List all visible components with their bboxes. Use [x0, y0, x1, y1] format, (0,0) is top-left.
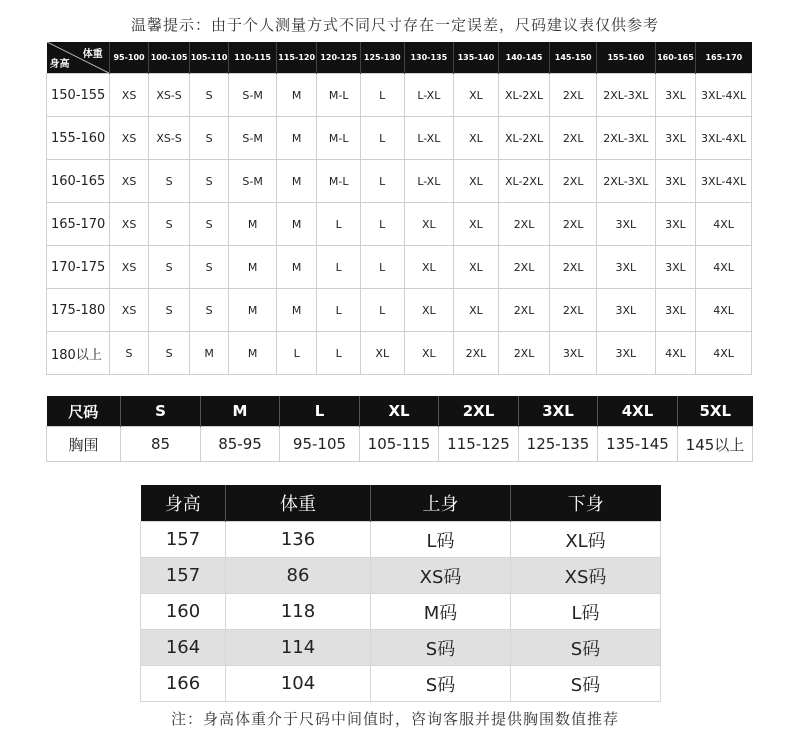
table-row [47, 203, 752, 246]
size-cell: 4XL [696, 332, 752, 375]
size-cell: M [276, 246, 317, 289]
size-cell: XL-2XL [498, 117, 550, 160]
size-cell: 4XL [655, 332, 696, 375]
weight-header: 145-150 [550, 42, 597, 74]
weight-header: 130-135 [404, 42, 454, 74]
height-weight-size-table [46, 42, 752, 375]
size-cell: 3XL [655, 117, 696, 160]
size-header: XL [360, 396, 439, 427]
size-cell: XS [109, 289, 149, 332]
sample-cell: 118 [226, 594, 371, 630]
size-cell: S [149, 203, 190, 246]
size-cell: 4XL [696, 246, 752, 289]
weight-header: 125-130 [360, 42, 404, 74]
size-cell: 3XL [550, 332, 597, 375]
size-cell: XL [404, 289, 454, 332]
table-row [141, 666, 661, 702]
table-row [141, 630, 661, 666]
size-cell: L-XL [404, 160, 454, 203]
size-cell: 4XL [696, 203, 752, 246]
size-cell: 4XL [696, 289, 752, 332]
size-row [47, 396, 753, 427]
sample-cell: XL码 [511, 522, 661, 558]
table-row [47, 74, 752, 117]
size-cell: 2XL [550, 246, 597, 289]
size-cell: XL [454, 160, 499, 203]
table-row [141, 594, 661, 630]
sample-fit-table [140, 485, 661, 702]
chest-cell: 115-125 [439, 427, 519, 462]
corner-height-label: 身高 [49, 59, 70, 70]
size-cell: S [189, 246, 229, 289]
size-cell: 3XL-4XL [696, 160, 752, 203]
size-cell: L [360, 117, 404, 160]
size-cell: XS-S [149, 117, 190, 160]
size-cell: XL-2XL [498, 160, 550, 203]
size-cell: 2XL [498, 246, 550, 289]
size-cell: 3XL [655, 74, 696, 117]
table-row [141, 558, 661, 594]
size-cell: M [229, 246, 277, 289]
size-cell: 2XL [498, 332, 550, 375]
size-cell: M [229, 332, 277, 375]
chest-cell: 105-115 [360, 427, 439, 462]
chest-cell: 135-145 [598, 427, 678, 462]
size-cell: S [189, 117, 229, 160]
size-cell: XL-2XL [498, 74, 550, 117]
size-cell: 2XL [550, 203, 597, 246]
height-cell: 150-155 [47, 74, 110, 117]
size-header: 5XL [678, 396, 753, 427]
weight-header: 105-110 [189, 42, 229, 74]
size-cell: XL [404, 332, 454, 375]
size-cell: 2XL-3XL [596, 74, 655, 117]
weight-header: 160-165 [655, 42, 696, 74]
size-cell: M [229, 203, 277, 246]
sample-cell: 160 [141, 594, 226, 630]
size-header: S [121, 396, 201, 427]
size-header: L [280, 396, 360, 427]
size-cell: 3XL [596, 203, 655, 246]
size-cell: XS [109, 74, 149, 117]
size-cell: L-XL [404, 117, 454, 160]
size-cell: XS [109, 246, 149, 289]
chest-size-table [46, 396, 753, 462]
weight-header: 135-140 [454, 42, 499, 74]
sample-header: 身高 [141, 485, 226, 522]
size-cell: 2XL [550, 117, 597, 160]
sample-cell: L码 [511, 594, 661, 630]
size-cell: 3XL [596, 332, 655, 375]
size-cell: M-L [317, 117, 361, 160]
size-cell: XL [454, 246, 499, 289]
size-cell: L [317, 203, 361, 246]
size-cell: XL [454, 117, 499, 160]
size-cell: XL [360, 332, 404, 375]
sample-cell: XS码 [371, 558, 511, 594]
chest-row [47, 427, 753, 462]
sample-cell: 136 [226, 522, 371, 558]
size-cell: 2XL [498, 289, 550, 332]
table-row [47, 117, 752, 160]
size-cell: S [189, 74, 229, 117]
size-cell: M-L [317, 74, 361, 117]
size-cell: L [317, 289, 361, 332]
size-cell: S-M [229, 160, 277, 203]
size-cell: L [360, 203, 404, 246]
size-cell: 2XL-3XL [596, 160, 655, 203]
sample-cell: L码 [371, 522, 511, 558]
size-cell: S [149, 160, 190, 203]
chest-cell: 85 [121, 427, 201, 462]
size-cell: XS [109, 160, 149, 203]
size-cell: S [149, 289, 190, 332]
size-header: 4XL [598, 396, 678, 427]
size-cell: 3XL-4XL [696, 117, 752, 160]
sample-header: 下身 [511, 485, 661, 522]
size-cell: L [360, 160, 404, 203]
size-cell: 2XL-3XL [596, 117, 655, 160]
size-cell: XL [454, 74, 499, 117]
corner-header [47, 42, 110, 74]
size-cell: XL [454, 203, 499, 246]
size-cell: M [276, 203, 317, 246]
chest-row-label: 胸围 [47, 427, 121, 462]
size-cell: XL [454, 289, 499, 332]
notice-text: 温馨提示：由于个人测量方式不同尺寸存在一定误差，尺码建议表仅供参考 [130, 16, 659, 34]
sample-cell: 114 [226, 630, 371, 666]
weight-header: 115-120 [276, 42, 317, 74]
size-cell: S [149, 332, 190, 375]
size-cell: L-XL [404, 74, 454, 117]
size-cell: S-M [229, 117, 277, 160]
size-cell: S [149, 246, 190, 289]
chest-cell: 145以上 [678, 427, 753, 462]
size-cell: 3XL-4XL [696, 74, 752, 117]
size-cell: L [276, 332, 317, 375]
size-cell: L [360, 74, 404, 117]
height-cell: 180以上 [47, 332, 110, 375]
sample-cell: 166 [141, 666, 226, 702]
size-cell: S [189, 289, 229, 332]
size-cell: 2XL [550, 289, 597, 332]
height-cell: 165-170 [47, 203, 110, 246]
size-header: 2XL [439, 396, 519, 427]
sample-cell: XS码 [511, 558, 661, 594]
size-cell: 2XL [550, 160, 597, 203]
sample-cell: 86 [226, 558, 371, 594]
size-cell: 3XL [596, 289, 655, 332]
size-header: 3XL [519, 396, 598, 427]
bottom-note: 注：身高体重介于尺码中间值时，咨询客服并提供胸围数值推荐 [170, 710, 619, 728]
weight-header: 110-115 [229, 42, 277, 74]
table-row [47, 246, 752, 289]
size-cell: M [189, 332, 229, 375]
sample-cell: S码 [371, 666, 511, 702]
size-cell: S [189, 203, 229, 246]
sample-cell: 104 [226, 666, 371, 702]
table-row [47, 332, 752, 375]
size-cell: M [276, 74, 317, 117]
sample-cell: 164 [141, 630, 226, 666]
size-cell: XS [109, 117, 149, 160]
chest-cell: 85-95 [201, 427, 280, 462]
size-cell: 2XL [454, 332, 499, 375]
sample-cell: M码 [371, 594, 511, 630]
size-cell: 3XL [655, 246, 696, 289]
size-cell: M-L [317, 160, 361, 203]
size-cell: 3XL [655, 160, 696, 203]
chest-cell: 95-105 [280, 427, 360, 462]
weight-header: 140-145 [498, 42, 550, 74]
size-cell: 2XL [550, 74, 597, 117]
size-cell: L [360, 289, 404, 332]
table-row [47, 289, 752, 332]
sample-cell: 157 [141, 558, 226, 594]
height-cell: 155-160 [47, 117, 110, 160]
size-cell: 3XL [596, 246, 655, 289]
size-cell: L [317, 332, 361, 375]
weight-header: 165-170 [696, 42, 752, 74]
size-cell: 2XL [498, 203, 550, 246]
size-cell: L [317, 246, 361, 289]
corner-weight-label: 体重 [82, 49, 103, 60]
height-cell: 160-165 [47, 160, 110, 203]
table-row [141, 522, 661, 558]
sample-cell: 157 [141, 522, 226, 558]
sample-header: 体重 [226, 485, 371, 522]
size-cell: S-M [229, 74, 277, 117]
size-cell: S [109, 332, 149, 375]
table-row [47, 160, 752, 203]
size-cell: XL [404, 203, 454, 246]
height-cell: 175-180 [47, 289, 110, 332]
chest-cell: 125-135 [519, 427, 598, 462]
size-cell: M [276, 289, 317, 332]
size-cell: M [229, 289, 277, 332]
sample-cell: S码 [511, 630, 661, 666]
weight-header: 95-100 [109, 42, 149, 74]
sample-cell: S码 [511, 666, 661, 702]
size-cell: XS [109, 203, 149, 246]
height-cell: 170-175 [47, 246, 110, 289]
size-cell: XS-S [149, 74, 190, 117]
sample-cell: S码 [371, 630, 511, 666]
size-cell: L [360, 246, 404, 289]
size-cell: XL [404, 246, 454, 289]
size-cell: M [276, 117, 317, 160]
size-cell: 3XL [655, 203, 696, 246]
size-header: M [201, 396, 280, 427]
weight-header: 100-105 [149, 42, 190, 74]
weight-header: 155-160 [596, 42, 655, 74]
size-cell: S [189, 160, 229, 203]
sample-header: 上身 [371, 485, 511, 522]
weight-header: 120-125 [317, 42, 361, 74]
size-row-label: 尺码 [47, 396, 121, 427]
size-cell: M [276, 160, 317, 203]
size-cell: 3XL [655, 289, 696, 332]
